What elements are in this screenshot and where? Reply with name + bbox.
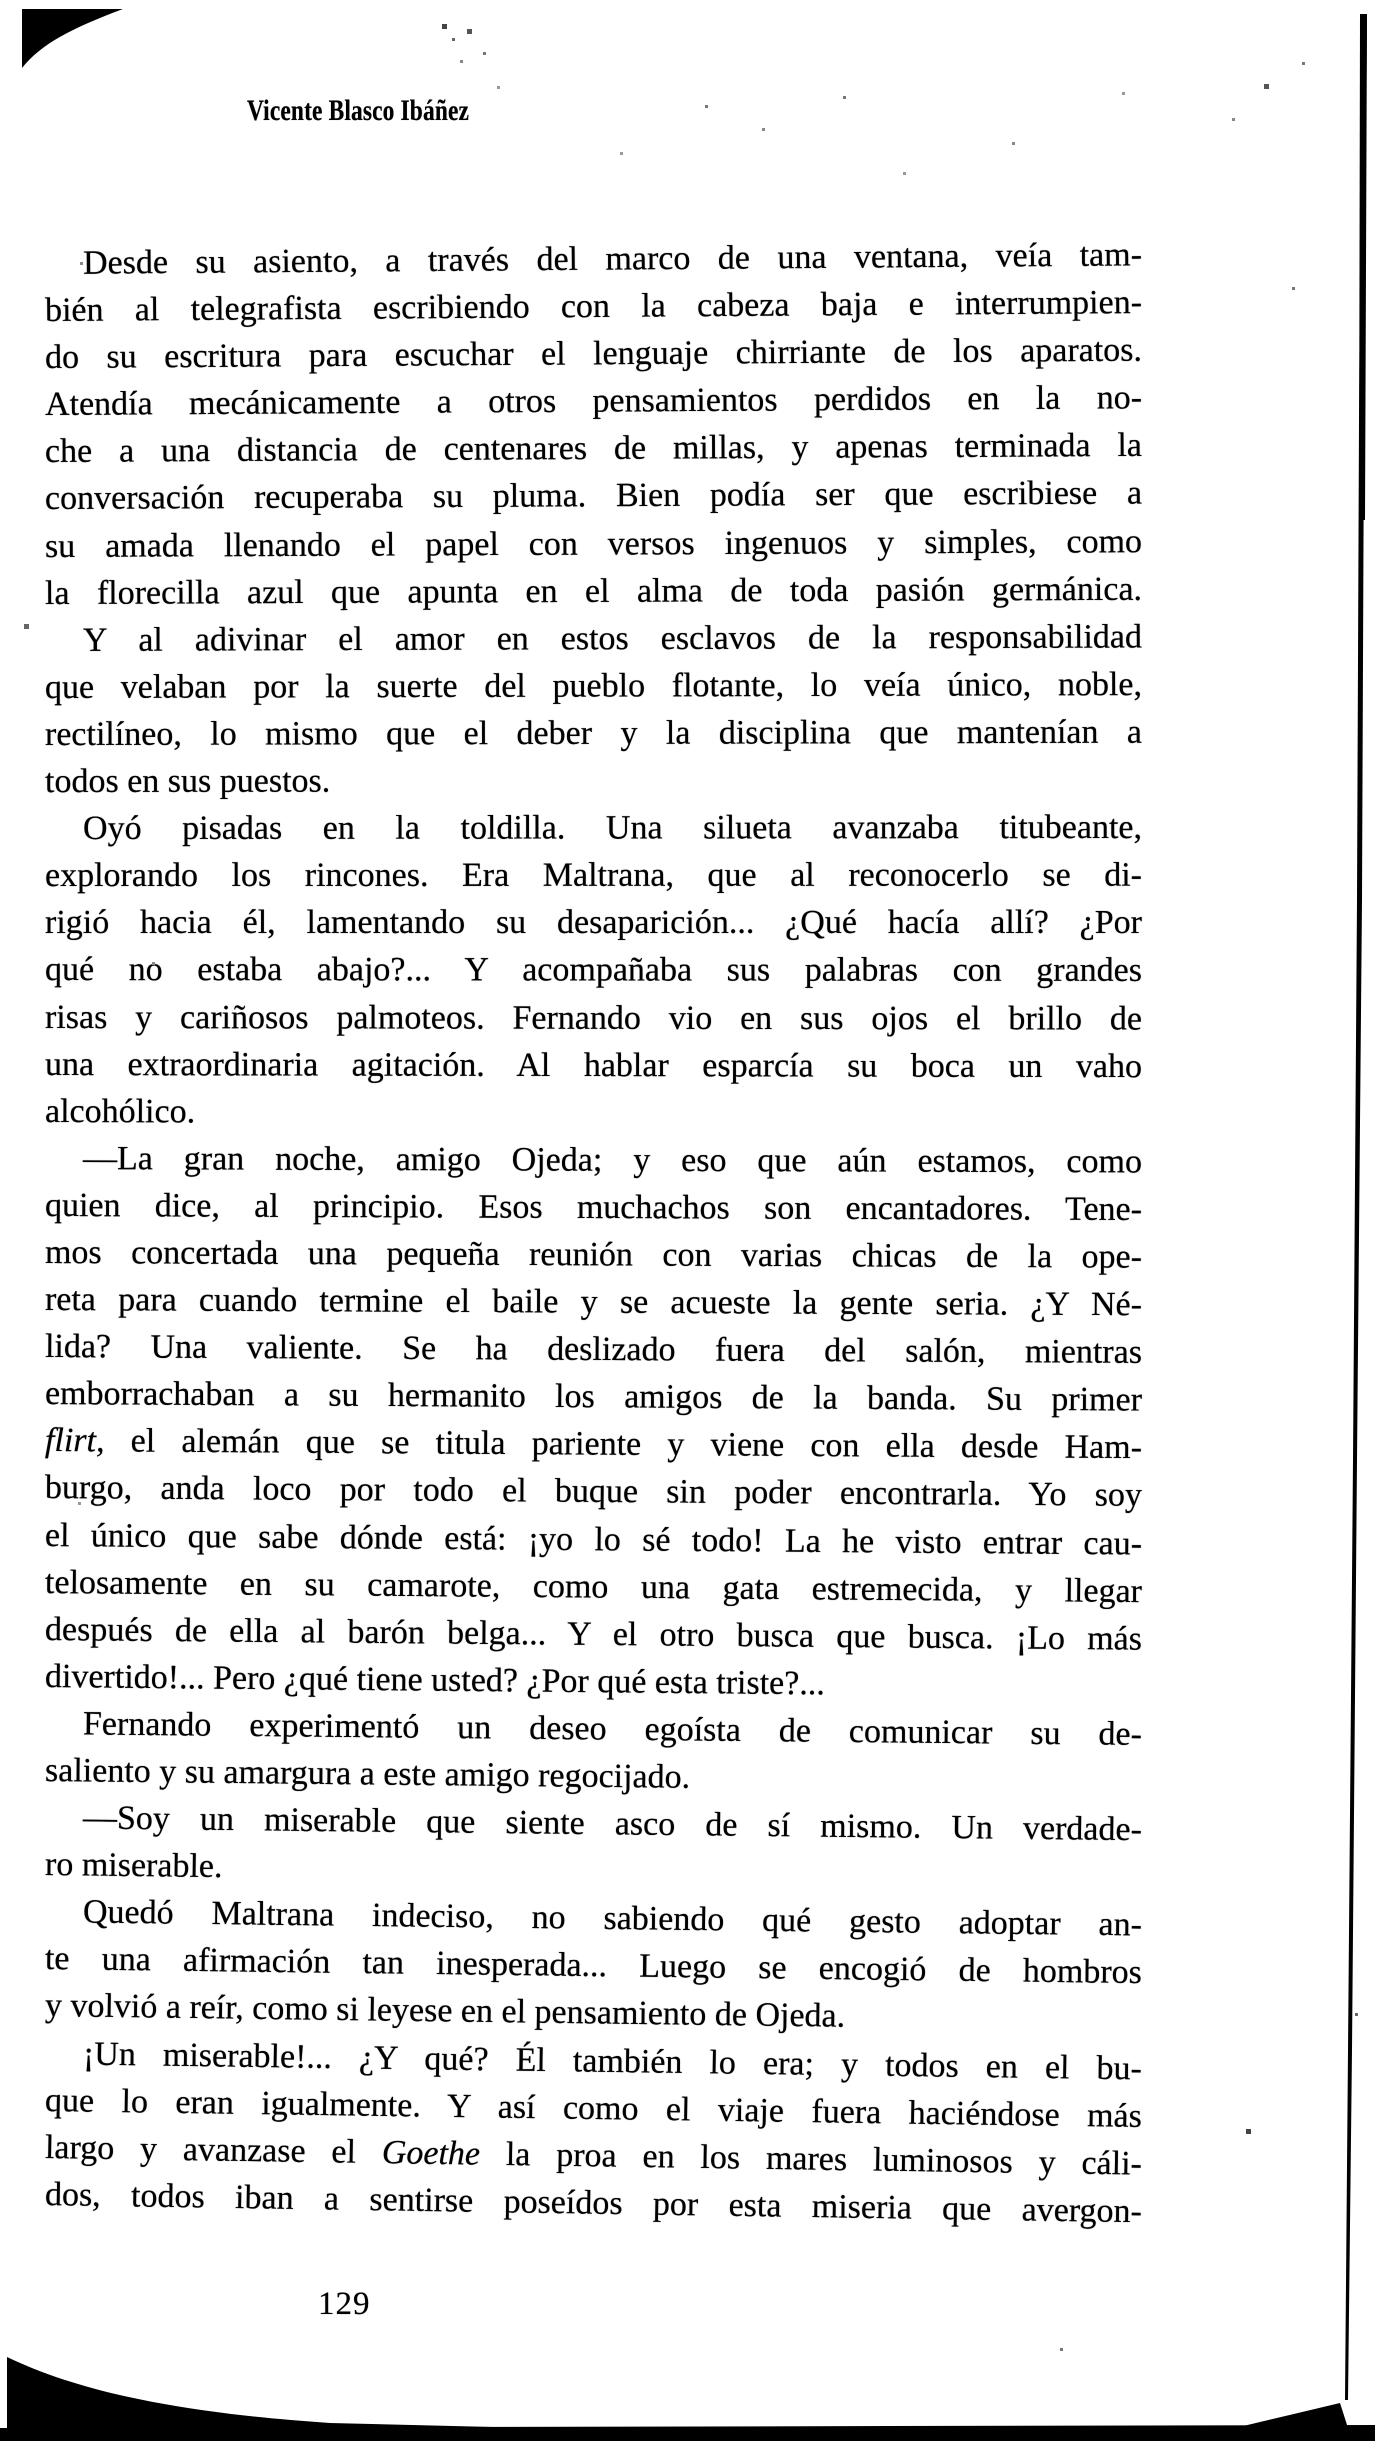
text-line: reta para cuando termine el baile y se acueste la gente seria. ¿Y Né- [44,1281,1143,1324]
text-line: rectilíneo, lo mismo que el deber y la disciplina que mantenían a [44,713,1143,753]
text-line: que lo eran igualmente. Y así como el viaje fuera haciéndose más [44,2081,1143,2135]
bottom-left-scan-mark [7,2357,620,2430]
bottom-scan-bar [0,2425,1375,2441]
text-line: y volvió a reír, como si leyese en el pensamiento de Ojeda. [44,1987,846,2036]
text-line: Oyó pisadas en la toldilla. Una silueta avanzaba titubeante, [82,809,1143,848]
text-line: alcohólico. [44,1092,196,1131]
text-line: emborrachaban a su hermanito los amigos de la banda. Su primer [44,1375,1143,1419]
text-line: dos, todos iban a sentirse poseídos por esta miseria que avergon- [44,2175,1143,2231]
text-line: telosamente en su camarote, como una gata estremecida, y llegar [44,1563,1143,1610]
page-number: 129 [318,2286,371,2322]
text-line: mos concertada una pequeña reunión con varias chicas de la ope- [44,1233,1143,1276]
text-line: todos en sus puestos. [44,762,331,801]
text-line: Atendía mecánicamente a otros pensamientos perdidos en la no- [44,379,1143,424]
text-line: —Soy un miserable que siente asco de sí mismo. Un verdade- [82,1799,1143,1849]
text-line: saliento y su amargura a este amigo regocijado. [44,1752,691,1796]
right-edge-scan-line [1345,14,1367,2400]
text-line: bién al telegrafista escribiendo con la cabeza baja e interrumpien- [44,284,1143,330]
text-block [44,236,1143,2231]
text-line: largo y avanzase el Goethe la proa en los mares luminosos y cáli- [44,2128,1143,2183]
bottom-right-scan-mark [1235,2403,1348,2428]
text-line: qué no estaba abajo?... Y acompañaba sus palabras con grandes [44,951,1143,990]
text-line: quien dice, al principio. Esos muchachos son encantadores. Tene- [44,1186,1143,1228]
text-line: divertido!... Pero ¿qué tiene usted? ¿Por qué esta triste?... [44,1657,825,1703]
author-header: Vicente Blasco Ibáñez [247,94,470,127]
text-line: conversación recuperaba su pluma. Bien podía ser que escribiese a [44,475,1143,518]
text-line: risas y cariñosos palmoteos. Fernando vio en sus ojos el brillo de [44,998,1143,1037]
text-line: explorando los rincones. Era Maltrana, que al reconocerlo se di- [44,856,1143,895]
text-line: Desde su asiento, a través del marco de una ventana, veía tam- [82,236,1143,282]
text-line: una extraordinaria agitación. Al hablar esparcía su boca un vaho [44,1045,1143,1085]
top-left-scan-mark [22,9,123,68]
text-line: do su escritura para escuchar el lenguaje chirriante de los aparatos. [44,331,1143,377]
text-line: su amada llenando el papel con versos ingenuos y simples, como [44,522,1143,565]
text-line: —La gran noche, amigo Ojeda; y eso que aún estamos, como [82,1139,1143,1181]
scan-noise [0,0,3,3]
text-line: flirt, el alemán que se titula pariente y viene con ella desde Ham- [44,1422,1143,1467]
text-line: el único que sabe dónde está: ¡yo lo sé todo! La he visto entrar cau- [44,1516,1143,1562]
text-line: Quedó Maltrana indeciso, no sabiendo qué gesto adoptar an- [82,1893,1143,1944]
text-line: Y al adivinar el amor en estos esclavos de la responsabilidad [82,618,1143,659]
text-line: que velaban por la suerte del pueblo flotante, lo veía único, noble, [44,665,1143,706]
text-line: después de ella al barón belga... Y el otro busca que busca. ¡Lo más [44,1610,1143,1658]
text-line: burgo, anda loco por todo el buque sin poder encontrarla. Yo soy [44,1469,1143,1515]
text-line: la florecilla azul que apunta en el alma de toda pasión germánica. [44,570,1143,612]
text-line: ¡Un miserable!... ¿Y qué? Él también lo era; y todos en el bu- [82,2035,1143,2087]
text-line: rigió hacia él, lamentando su desaparición... ¿Qué hacía allí? ¿Por [44,904,1143,942]
text-line: ro miserable. [44,1846,223,1886]
text-line: te una afirmación tan inesperada... Luego se encogió de hombros [44,1940,1143,1992]
text-line: lida? Una valiente. Se ha deslizado fuera del salón, mientras [44,1328,1143,1372]
text-line: che a una distancia de centenares de millas, y apenas terminada la [44,427,1143,471]
right-edge-scan-line-thick [1359,14,1367,520]
text-line: Fernando experimentó un deseo egoísta de comunicar su de- [82,1705,1143,1753]
